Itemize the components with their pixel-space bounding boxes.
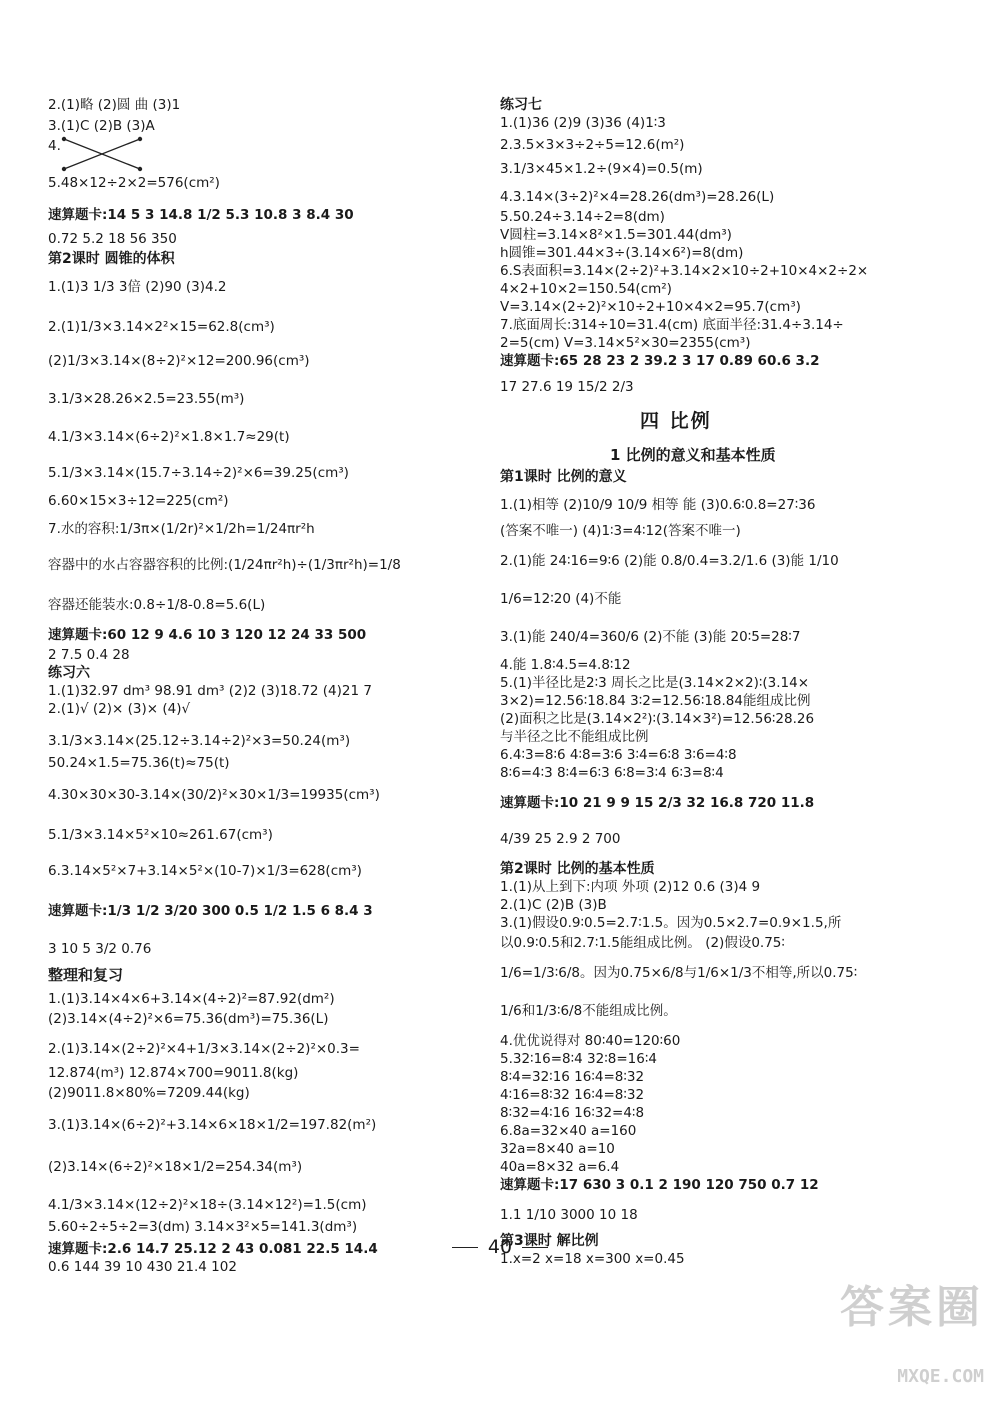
- answer-line: 3×2)=12.56∶18.84 3∶2=12.56∶18.84能组成比例: [500, 693, 811, 709]
- answer-line: 4.1/3×3.14×(12÷2)²×18÷(3.14×12²)=1.5(cm): [48, 1197, 367, 1213]
- answer-line: 7.底面周长:314÷10=31.4(cm) 底面半径:31.4÷3.14÷: [500, 317, 844, 333]
- answer-line: 3.(1)假设0.9∶0.5=2.7∶1.5。因为0.5×2.7=0.9×1.5,所: [500, 915, 842, 931]
- answer-line: 5.50.24÷3.14÷2=8(dm): [500, 209, 665, 225]
- answer-line: 2 7.5 0.4 28: [48, 647, 130, 663]
- answer-line: 3.(1)能 240/4=360/6 (2)不能 (3)能 20∶5=28∶7: [500, 629, 801, 645]
- answer-line: 4/39 25 2.9 2 700: [500, 831, 621, 847]
- chapter-title: 四 比例: [640, 410, 712, 432]
- answer-line: 6.60×15×3÷12=225(cm²): [48, 493, 229, 509]
- quick-calc-line: 速算题卡:60 12 9 4.6 10 3 120 12 24 33 500: [48, 627, 367, 643]
- answer-line: 32a=8×40 a=10: [500, 1141, 615, 1157]
- answer-line: 2.(1)3.14×(2÷2)²×4+1/3×3.14×(2÷2)²×0.3=: [48, 1041, 360, 1057]
- answer-line: 以0.9∶0.5和2.7∶1.5能组成比例。 (2)假设0.75∶: [500, 935, 785, 951]
- watermark-site: MXQE.COM: [897, 1366, 984, 1387]
- answer-line: 8∶6=4∶3 8∶4=6∶3 6∶8=3∶4 6∶3=8∶4: [500, 765, 724, 781]
- section-heading: 练习七: [500, 97, 542, 113]
- quick-calc-line: 速算题卡:2.6 14.7 25.12 2 43 0.081 22.5 14.4: [48, 1241, 378, 1257]
- answer-line: 12.874(m³) 12.874×700=9011.8(kg): [48, 1065, 299, 1081]
- answer-line: 2=5(cm) V=3.14×5²×30=2355(cm³): [500, 335, 751, 351]
- answer-line: 1.(1)从上到下:内项 外项 (2)12 0.6 (3)4 9: [500, 879, 761, 895]
- answer-line: 3.(1)C (2)B (3)A: [48, 118, 155, 134]
- answer-line: 1.(1)相等 (2)10/9 10/9 相等 能 (3)0.6∶0.8=27∶36: [500, 497, 816, 513]
- watermark-text: 答案圈: [840, 1282, 984, 1333]
- answer-line: 8∶32=4∶16 16∶32=4∶8: [500, 1105, 645, 1121]
- answer-line: 4.1/3×3.14×(6÷2)²×1.8×1.7≈29(t): [48, 429, 290, 445]
- answer-line: 4.: [48, 138, 61, 154]
- answer-line: 1.(1)3.14×4×6+3.14×(4÷2)²=87.92(dm²): [48, 991, 335, 1007]
- page-number-value: 40: [487, 1236, 513, 1258]
- answer-line: 8∶4=32∶16 16∶4=8∶32: [500, 1069, 645, 1085]
- answer-line: 1.(1)3 1/3 3倍 (2)90 (3)4.2: [48, 279, 227, 295]
- answer-line: (2)3.14×(6÷2)²×18×1/2=254.34(m³): [48, 1159, 303, 1175]
- answer-line: (2)9011.8×80%=7209.44(kg): [48, 1085, 250, 1101]
- answer-line: 2.(1)略 (2)圆 曲 (3)1: [48, 97, 181, 113]
- answer-line: 0.6 144 39 10 430 21.4 102: [48, 1259, 237, 1275]
- lesson-heading: 第2课时 圆锥的体积: [48, 251, 175, 267]
- answer-line: 50.24×1.5=75.36(t)≈75(t): [48, 755, 230, 771]
- watermark-logo: [782, 1247, 992, 1397]
- answer-line: V圆柱=3.14×8²×1.5=301.44(dm³): [500, 227, 732, 243]
- answer-line: 5.(1)半径比是2∶3 周长之比是(3.14×2×2)∶(3.14×: [500, 675, 810, 691]
- quick-calc-line: 速算题卡:17 630 3 0.1 2 190 120 750 0.7 12: [500, 1177, 819, 1193]
- answer-line: 6.3.14×5²×7+3.14×5²×(10-7)×1/3=628(cm³): [48, 863, 362, 879]
- answer-line: 容器还能装水:0.8÷1/8-0.8=5.6(L): [48, 597, 266, 613]
- quick-calc-line: 速算题卡:14 5 3 14.8 1/2 5.3 10.8 3 8.4 30: [48, 207, 354, 223]
- answer-line: 2.(1)C (2)B (3)B: [500, 897, 607, 913]
- answer-line: 1/6和1/3∶6/8不能组成比例。: [500, 1003, 677, 1019]
- answer-line: 3.1/3×28.26×2.5=23.55(m³): [48, 391, 245, 407]
- answer-line: (2)1/3×3.14×(8÷2)²×12=200.96(cm³): [48, 353, 310, 369]
- answer-line: 3.(1)3.14×(6÷2)²+3.14×6×18×1/2=197.82(m²): [48, 1117, 377, 1133]
- answer-line: 17 27.6 19 15/2 2/3: [500, 379, 634, 395]
- answer-line: 1.(1)32.97 dm³ 98.91 dm³ (2)2 (3)18.72 (4)21 7: [48, 683, 372, 699]
- answer-line: 1/6=1/3∶6/8。因为0.75×6/8与1/6×1/3不相等,所以0.75∶: [500, 965, 858, 981]
- answer-line: 1.x=2 x=18 x=300 x=0.45: [500, 1251, 685, 1267]
- matching-lines-diagram: [60, 135, 150, 175]
- quick-calc-line: 速算题卡:10 21 9 9 15 2/3 32 16.8 720 11.8: [500, 795, 815, 811]
- answer-line: 3.1/3×3.14×(25.12÷3.14÷2)²×3=50.24(m³): [48, 733, 351, 749]
- answer-line: 4.30×30×30-3.14×(30/2)²×30×1/3=19935(cm³): [48, 787, 380, 803]
- answer-line: (2)面积之比是(3.14×2²)∶(3.14×3²)=12.56∶28.26: [500, 711, 815, 727]
- section-heading: 练习六: [48, 665, 90, 681]
- answer-line: 4∶16=8∶32 16∶4=8∶32: [500, 1087, 645, 1103]
- answer-line: 4.3.14×(3÷2)²×4=28.26(dm³)=28.26(L): [500, 189, 775, 205]
- lesson-heading: 第3课时 解比例: [500, 1233, 599, 1249]
- answer-line: 2.(1)能 24∶16=9∶6 (2)能 0.8/0.4=3.2/1.6 (3)能 1/10: [500, 553, 839, 569]
- quick-calc-line: 速算题卡:65 28 23 2 39.2 3 17 0.89 60.6 3.2: [500, 353, 820, 369]
- unit-title: 1 比例的意义和基本性质: [610, 446, 776, 464]
- answer-line: 4.能 1.8∶4.5=4.8∶12: [500, 657, 631, 673]
- answer-line: 4×2+10×2=150.54(cm²): [500, 281, 672, 297]
- answer-line: 与半径之比不能组成比例: [500, 729, 649, 745]
- page-dash-right: [522, 1247, 548, 1248]
- answer-line: 4.优优说得对 80∶40=120∶60: [500, 1033, 681, 1049]
- answer-line: 1/6=12∶20 (4)不能: [500, 591, 622, 607]
- answer-line: V=3.14×(2÷2)²×10÷2+10×4×2=95.7(cm³): [500, 299, 801, 315]
- answer-line: 7.水的容积:1/3π×(1/2r)²×1/2h=1/24πr²h: [48, 521, 315, 537]
- answer-line: 6.8a=32×40 a=160: [500, 1123, 637, 1139]
- answer-line: 2.(1)1/3×3.14×2²×15=62.8(cm³): [48, 319, 275, 335]
- answer-line: 容器中的水占容器容积的比例:(1/24πr²h)÷(1/3πr²h)=1/8: [48, 557, 401, 573]
- quick-calc-line: 速算题卡:1/3 1/2 3/20 300 0.5 1/2 1.5 6 8.4 3: [48, 903, 373, 919]
- answer-line: 6.4∶3=8∶6 4∶8=3∶6 3∶4=6∶8 3∶6=4∶8: [500, 747, 737, 763]
- answer-line: (2)3.14×(4÷2)²×6=75.36(dm³)=75.36(L): [48, 1011, 329, 1027]
- answer-line: 5.1/3×3.14×(15.7÷3.14÷2)²×6=39.25(cm³): [48, 465, 349, 481]
- answer-line: 5.48×12÷2×2=576(cm²): [48, 175, 220, 191]
- lesson-heading: 第1课时 比例的意义: [500, 469, 627, 485]
- answer-line: 3 10 5 3/2 0.76: [48, 941, 152, 957]
- answer-line: 5.32∶16=8∶4 32∶8=16∶4: [500, 1051, 657, 1067]
- answer-line: h圆锥=301.44×3÷(3.14×6²)=8(dm): [500, 245, 744, 261]
- answer-line: 5.1/3×3.14×5²×10≈261.67(cm³): [48, 827, 273, 843]
- answer-line: 5.60÷2÷5÷2=3(dm) 3.14×3²×5=141.3(dm³): [48, 1219, 358, 1235]
- answer-line: (答案不唯一) (4)1∶3=4∶12(答案不唯一): [500, 523, 741, 539]
- page-dash-left: [452, 1247, 478, 1248]
- answer-line: 3.1/3×45×1.2÷(9×4)=0.5(m): [500, 161, 703, 177]
- answer-line: 6.S表面积=3.14×(2÷2)²+3.14×2×10÷2+10×4×2÷2×: [500, 263, 869, 279]
- answer-line: 1.(1)36 (2)9 (3)36 (4)1∶3: [500, 115, 666, 131]
- answer-line: 1.1 1/10 3000 10 18: [500, 1207, 638, 1223]
- answer-line: 40a=8×32 a=6.4: [500, 1159, 620, 1175]
- answer-line: 2.3.5×3×3÷2÷5=12.6(m²): [500, 137, 685, 153]
- answer-line: 0.72 5.2 18 56 350: [48, 231, 177, 247]
- lesson-heading: 第2课时 比例的基本性质: [500, 861, 655, 877]
- section-heading: 整理和复习: [48, 966, 124, 984]
- answer-line: 2.(1)√ (2)× (3)× (4)√: [48, 701, 191, 717]
